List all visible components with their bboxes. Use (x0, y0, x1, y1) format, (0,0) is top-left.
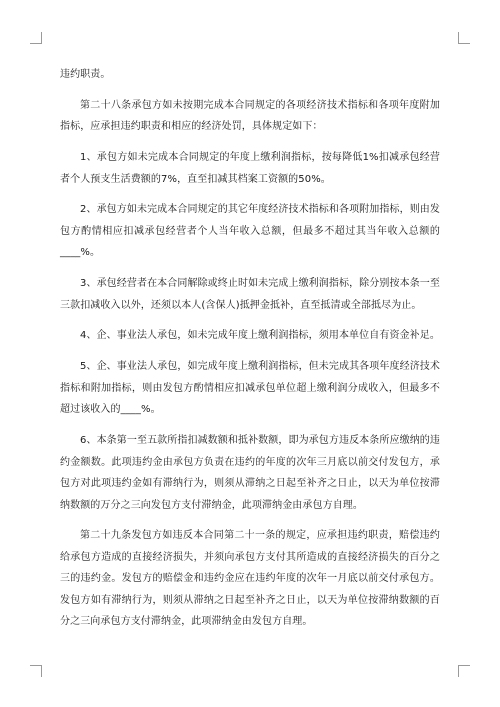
paragraph-clause-1: 1、承包方如未完成本合同规定的年度上缴利润指标，按每降低1%扣减承包经营者个人预支生活费额的7%，直至扣减其档案工资额的50%。 (60, 152, 440, 185)
paragraph-clause-3: 3、承包经营者在本合同解除或终止时如未完成上缴利润指标，除分别按本条一至三款扣减收入以外，还须以本人(含保人)抵押金抵补，直至抵清或全部抵尽为止。 (60, 278, 440, 311)
crop-mark-bottom-left (30, 665, 42, 677)
paragraph-clause-5: 5、企、事业法人承包，如完成年度上缴利润指标，但未完成其各项年度经济技术指标和附加指标，则由发包方酌情相应扣减承包单位超上缴利润分成收入，但最多不超过该收入的____%。 (60, 361, 440, 416)
paragraph-clause-6: 6、本条第一至五款所指扣减数额和抵补数额，即为承包方违反本条所应缴纳的违约金额数。此项违约金由承包方负责在违约的年度的次年三月底以前交付发包方，承包方对此项违约金如有滞纳行为，则须从滞纳之日起至补齐之日止，以天为单位按滞纳数额的万分之三向发包方支付滞纳金，此项滞纳金由承包方自理。 (60, 435, 440, 511)
crop-mark-bottom-right (458, 665, 470, 677)
document-body (60, 64, 440, 642)
paragraph-article-28: 第二十八条承包方如未按期完成本合同规定的各项经济技术指标和各项年度附加指标，应承担违约职责和相应的经济处罚，具体规定如下： (60, 99, 440, 133)
crop-mark-top-left (30, 32, 42, 44)
paragraph-continuation: 违约职责。 (60, 69, 111, 80)
crop-mark-top-right (458, 32, 470, 44)
paragraph-clause-2: 2、承包方如未完成本合同规定的其它年度经济技术指标和各项附加指标，则由发包方酌情相应扣减承包经营者个人当年收入总额，但最多不超过其当年收入总额的____%。 (60, 204, 440, 259)
paragraph-clause-4: 4、企、事业法人承包，如未完成年度上缴利润指标，须用本单位自有资金补足。 (80, 330, 440, 342)
paragraph-article-29: 第二十九条发包方如违反本合同第二十一条的规定，应承担违约职责，赔偿违约给承包方造成的直接经济损失，并须向承包方支付其所造成的直接经济损失的百分之三的违约金。发包方的赔偿金和违约金应在违约年度的次年一月底以前交付承包方。发包方如有滞纳行为，则须从滞纳之日起至补齐之日止，以天为单位按滞纳数额的百分之三向承包方支付滞纳金，此项滞纳金由发包方自理。 (60, 530, 440, 628)
